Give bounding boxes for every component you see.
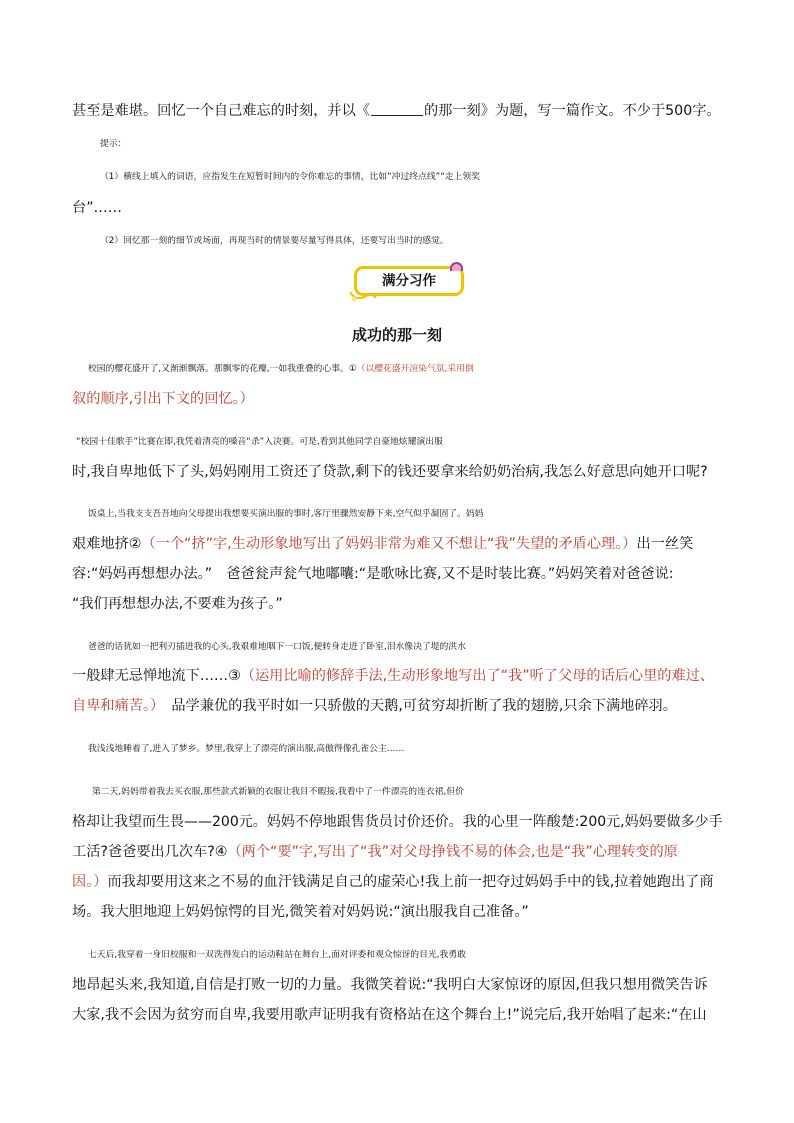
paragraph-7-line-1: 七天后,我穿着一身旧校服和一双洗得发白的运动鞋站在舞台上,面对评委和观众惊讶的目光,我勇敢 bbox=[88, 950, 466, 960]
paragraph-1-line-2: 叙的顺序,引出下文的回忆。） bbox=[72, 391, 254, 407]
annotation-text: 因。） bbox=[72, 874, 108, 890]
annotation-text: （运用比喻的修辞手法,生动形象地写出了“我”听了父母的话后心里的难过、 bbox=[240, 668, 715, 684]
annotation-text: （两个“要”字,写出了“我”对父母挣钱不易的体会,也是“我”心理转变的原 bbox=[227, 844, 678, 860]
paragraph-3-line-3: 容:“妈妈再想想办法。” 爸爸瓮声瓮气地嘟囔:“是歌咏比赛,又不是时装比赛。”妈妈笑着对爸爸说: bbox=[72, 566, 674, 582]
paragraph-2-line-2: 时,我自卑地低下了头,妈妈刚用工资还了贷款,剩下的钱还要拿来给奶奶治病,我怎么好意思向她开口呢? bbox=[72, 464, 708, 480]
paragraph-6-line-5: 场。我大胆地迎上妈妈惊愕的目光,微笑着对妈妈说:“演出服我自己准备。” bbox=[72, 904, 529, 920]
prompt-text-a: 甚至是难堪。回忆一个自己难忘的时刻，并以《 bbox=[72, 103, 370, 119]
hint-1-line-b: 台”…… bbox=[72, 200, 122, 216]
annotation-text: 自卑和痛苦。） bbox=[72, 698, 158, 714]
paragraph-text: 品学兼优的我平时如一只骄傲的天鹅,可贫穷却折断了我的翅膀,只余下满地碎羽。 bbox=[157, 698, 677, 714]
essay-title: 成功的那一刻 bbox=[351, 326, 442, 344]
paragraph-5: 我浅浅地睡着了,进入了梦乡。梦里,我穿上了漂亮的演出服,高傲得像孔雀公主…… bbox=[88, 744, 405, 754]
paragraph-text: 工活?爸爸要出几次车?④ bbox=[72, 844, 228, 860]
paragraph-4-line-3 bbox=[72, 696, 724, 716]
annotation-text: （以樱花盛开渲染气氛,采用倒 bbox=[356, 364, 474, 374]
prompt-text-b: 的那一刻》为题，写一篇作文。不少于500字。 bbox=[423, 103, 721, 119]
annotation-text: （一个“挤”字,生动形象地写出了妈妈非常为难又不想让“我”失望的矛盾心理。） bbox=[141, 536, 637, 552]
badge-decoration-icon bbox=[450, 262, 463, 271]
hint-1-line-a: （1）横线上填入的词语，应指发生在短暂时间内的令你难忘的事情，比如“冲过终点线”“走上领奖 bbox=[100, 172, 480, 182]
paragraph-4-line-1: 爸爸的话犹如一把利刃插进我的心头,我艰难地咽下一口饭,便转身走进了卧室,泪水像决了堤的洪水 bbox=[88, 642, 466, 652]
paragraph-text: 一般肆无忌惮地流下……③ bbox=[72, 668, 241, 684]
section-badge-label: 满分习作 bbox=[354, 266, 464, 296]
paragraph-text: 校园的樱花盛开了,又渐渐飘落。那飘零的花瓣,一如我重叠的心事。① bbox=[88, 364, 357, 374]
hint-label: 提示： bbox=[100, 139, 127, 149]
paragraph-7-line-2: 地昂起头来,我知道,自信是打败一切的力量。我微笑着说:“我明白大家惊讶的原因,但我只想用微笑告诉 bbox=[72, 977, 708, 993]
paragraph-text: 而我却要用这来之不易的血汗钱满足自己的虚荣心!我上前一把夺过妈妈手中的钱,拉着她跑出了商 bbox=[107, 874, 714, 890]
paragraph-4-line-2 bbox=[72, 666, 724, 686]
paragraph-1-line-1 bbox=[88, 359, 740, 379]
paragraph-3-line-2 bbox=[72, 534, 724, 554]
paragraph-text: 艰难地挤② bbox=[72, 536, 142, 552]
section-badge bbox=[354, 266, 466, 304]
paragraph-6-line-2: 格却让我望而生畏——200元。妈妈不停地跟售货员讨价还价。我的心里一阵酸楚:200元,妈妈要做多少手 bbox=[72, 814, 723, 830]
paragraph-6-line-4 bbox=[72, 872, 724, 892]
paragraph-3-line-4: “我们再想想办法,不要难为孩子。” bbox=[72, 596, 283, 612]
badge-swirl-icon bbox=[348, 288, 378, 302]
paragraph-text: 出一丝笑 bbox=[636, 536, 694, 552]
paragraph-3-line-1: 饭桌上,当我支支吾吾地向父母提出我想要买演出服的事时,客厅里骤然安静下来,空气似乎凝固了。妈妈 bbox=[88, 509, 484, 519]
fill-in-blank bbox=[371, 101, 423, 116]
paragraph-7-line-3: 大家,我不会因为贫穷而自卑,我要用歌声证明我有资格站在这个舞台上!”说完后,我开始唱了起来:“在山 bbox=[72, 1007, 707, 1023]
paragraph-6-line-3 bbox=[72, 842, 724, 862]
paragraph-2-line-1: “校园十佳歌手”比赛在即,我凭着清亮的嗓音“杀”入决赛。可是,看到其他同学自豪地炫耀演出服 bbox=[76, 437, 443, 447]
prompt-line-1 bbox=[72, 101, 724, 121]
hint-2: （2）回忆那一刻的细节或场面，再现当时的情景要尽量写得具体，还要写出当时的感觉。 bbox=[100, 236, 449, 246]
paragraph-6-line-1: 第二天,妈妈带着我去买衣服,那些款式新颖的衣服让我目不暇接,我看中了一件漂亮的连衣裙,但价 bbox=[92, 787, 464, 797]
